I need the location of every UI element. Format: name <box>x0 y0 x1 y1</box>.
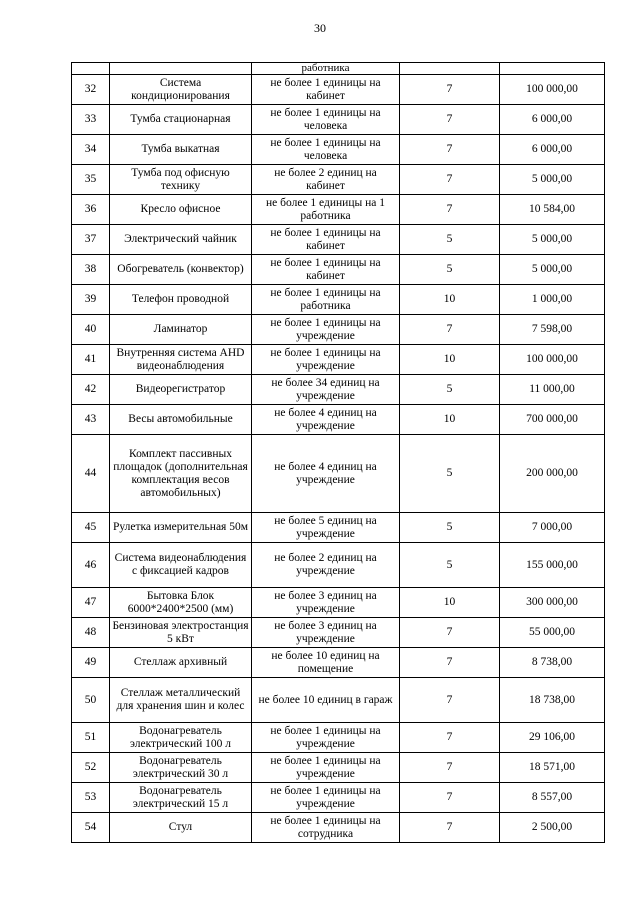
cell-norm: не более 1 единицы на кабинет <box>252 255 400 285</box>
cell-term: 7 <box>400 105 500 135</box>
cell-norm: не более 1 единицы на учреждение <box>252 315 400 345</box>
cell-price: 2 500,00 <box>500 813 605 843</box>
cell-term <box>400 63 500 75</box>
cell-number: 39 <box>72 285 110 315</box>
cell-term: 7 <box>400 813 500 843</box>
table-row <box>72 543 605 588</box>
cell-number: 43 <box>72 405 110 435</box>
cell-norm: не более 1 единицы на человека <box>252 135 400 165</box>
cell-norm: не более 1 единицы на кабинет <box>252 75 400 105</box>
cell-price: 11 000,00 <box>500 375 605 405</box>
cell-price: 7 598,00 <box>500 315 605 345</box>
table-row <box>72 75 605 105</box>
table-row <box>72 753 605 783</box>
cell-name: Система кондиционирования <box>110 75 252 105</box>
table-row-continued <box>72 63 605 75</box>
table-row <box>72 225 605 255</box>
cell-name: Телефон проводной <box>110 285 252 315</box>
table-row <box>72 783 605 813</box>
cell-number: 42 <box>72 375 110 405</box>
cell-number: 34 <box>72 135 110 165</box>
cell-norm: не более 2 единиц на кабинет <box>252 165 400 195</box>
cell-number: 35 <box>72 165 110 195</box>
cell-number: 40 <box>72 315 110 345</box>
table-row <box>72 315 605 345</box>
cell-number: 45 <box>72 513 110 543</box>
cell-term: 5 <box>400 225 500 255</box>
cell-number: 44 <box>72 435 110 513</box>
cell-name: Бензиновая электростанция 5 кВт <box>110 618 252 648</box>
cell-norm: не более 10 единиц на помещение <box>252 648 400 678</box>
cell-price: 100 000,00 <box>500 75 605 105</box>
cell-norm: не более 1 единицы на 1 работника <box>252 195 400 225</box>
cell-price: 5 000,00 <box>500 255 605 285</box>
cell-name: Стеллаж металлический для хранения шин и колес <box>110 678 252 723</box>
cell-term: 5 <box>400 543 500 588</box>
table-row <box>72 165 605 195</box>
table-row <box>72 195 605 225</box>
table-row <box>72 618 605 648</box>
cell-price: 200 000,00 <box>500 435 605 513</box>
cell-price: 10 584,00 <box>500 195 605 225</box>
cell-norm: не более 1 единицы на работника <box>252 285 400 315</box>
cell-number: 38 <box>72 255 110 285</box>
cell-term: 7 <box>400 315 500 345</box>
cell-number <box>72 63 110 75</box>
table-row <box>72 648 605 678</box>
cell-norm: не более 1 единицы на учреждение <box>252 723 400 753</box>
cell-number: 54 <box>72 813 110 843</box>
cell-term: 7 <box>400 135 500 165</box>
cell-price: 6 000,00 <box>500 135 605 165</box>
cell-term: 10 <box>400 285 500 315</box>
cell-number: 46 <box>72 543 110 588</box>
table-row <box>72 723 605 753</box>
cell-price: 155 000,00 <box>500 543 605 588</box>
cell-price: 55 000,00 <box>500 618 605 648</box>
cell-term: 7 <box>400 678 500 723</box>
cell-name: Водонагреватель электрический 100 л <box>110 723 252 753</box>
table-row <box>72 345 605 375</box>
table-row <box>72 435 605 513</box>
cell-term: 7 <box>400 723 500 753</box>
cell-term: 7 <box>400 783 500 813</box>
cell-term: 5 <box>400 375 500 405</box>
cell-name: Весы автомобильные <box>110 405 252 435</box>
cell-number: 53 <box>72 783 110 813</box>
cell-norm: не более 3 единиц на учреждение <box>252 588 400 618</box>
cell-norm: не более 1 единицы на сотрудника <box>252 813 400 843</box>
table-row <box>72 135 605 165</box>
equipment-norms-table <box>71 62 605 843</box>
cell-number: 37 <box>72 225 110 255</box>
cell-name: Водонагреватель электрический 15 л <box>110 783 252 813</box>
cell-name: Тумба выкатная <box>110 135 252 165</box>
cell-name: Комплект пассивных площадок (дополнительная комплектация весов автомобильных) <box>110 435 252 513</box>
table-row <box>72 405 605 435</box>
cell-norm: не более 4 единиц на учреждение <box>252 435 400 513</box>
cell-term: 10 <box>400 345 500 375</box>
cell-norm: не более 1 единицы на кабинет <box>252 225 400 255</box>
cell-price: 18 738,00 <box>500 678 605 723</box>
cell-norm: не более 34 единиц на учреждение <box>252 375 400 405</box>
cell-price: 8 557,00 <box>500 783 605 813</box>
cell-norm: не более 1 единицы на учреждение <box>252 783 400 813</box>
cell-name: Стеллаж архивный <box>110 648 252 678</box>
cell-price: 5 000,00 <box>500 165 605 195</box>
cell-term: 7 <box>400 618 500 648</box>
cell-price: 18 571,00 <box>500 753 605 783</box>
cell-term: 5 <box>400 255 500 285</box>
table-row <box>72 285 605 315</box>
cell-number: 49 <box>72 648 110 678</box>
table-row <box>72 813 605 843</box>
cell-name: Стул <box>110 813 252 843</box>
cell-norm: не более 10 единиц в гараж <box>252 678 400 723</box>
cell-name: Обогреватель (конвектор) <box>110 255 252 285</box>
cell-name: Внутренняя система AHD видеонаблюдения <box>110 345 252 375</box>
cell-price: 8 738,00 <box>500 648 605 678</box>
cell-number: 50 <box>72 678 110 723</box>
cell-name: Видеорегистратор <box>110 375 252 405</box>
cell-term: 5 <box>400 513 500 543</box>
cell-term: 5 <box>400 435 500 513</box>
table-row <box>72 255 605 285</box>
cell-term: 10 <box>400 405 500 435</box>
cell-price: 100 000,00 <box>500 345 605 375</box>
table-row <box>72 375 605 405</box>
cell-name: Электрический чайник <box>110 225 252 255</box>
cell-norm: не более 1 единицы на учреждение <box>252 345 400 375</box>
cell-price: 300 000,00 <box>500 588 605 618</box>
cell-name: Бытовка Блок 6000*2400*2500 (мм) <box>110 588 252 618</box>
cell-price <box>500 63 605 75</box>
cell-price: 29 106,00 <box>500 723 605 753</box>
cell-term: 7 <box>400 75 500 105</box>
cell-term: 7 <box>400 195 500 225</box>
cell-number: 48 <box>72 618 110 648</box>
cell-name: Водонагреватель электрический 30 л <box>110 753 252 783</box>
cell-term: 10 <box>400 588 500 618</box>
cell-price: 6 000,00 <box>500 105 605 135</box>
cell-number: 41 <box>72 345 110 375</box>
table-row <box>72 513 605 543</box>
table-row <box>72 588 605 618</box>
cell-term: 7 <box>400 753 500 783</box>
cell-norm: не более 5 единиц на учреждение <box>252 513 400 543</box>
cell-norm: не более 2 единиц на учреждение <box>252 543 400 588</box>
cell-term: 7 <box>400 165 500 195</box>
cell-norm: работника <box>252 63 400 75</box>
cell-price: 700 000,00 <box>500 405 605 435</box>
cell-norm: не более 1 единицы на учреждение <box>252 753 400 783</box>
table-row <box>72 678 605 723</box>
cell-norm: не более 3 единиц на учреждение <box>252 618 400 648</box>
cell-price: 5 000,00 <box>500 225 605 255</box>
cell-name: Ламинатор <box>110 315 252 345</box>
cell-name: Система видеонаблюдения с фиксацией кадров <box>110 543 252 588</box>
cell-norm: не более 1 единицы на человека <box>252 105 400 135</box>
cell-number: 47 <box>72 588 110 618</box>
cell-number: 36 <box>72 195 110 225</box>
cell-name: Тумба под офисную технику <box>110 165 252 195</box>
cell-number: 32 <box>72 75 110 105</box>
cell-term: 7 <box>400 648 500 678</box>
cell-price: 1 000,00 <box>500 285 605 315</box>
cell-number: 51 <box>72 723 110 753</box>
cell-name: Рулетка измерительная 50м <box>110 513 252 543</box>
cell-name: Тумба стационарная <box>110 105 252 135</box>
cell-norm: не более 4 единиц на учреждение <box>252 405 400 435</box>
cell-number: 33 <box>72 105 110 135</box>
table-row <box>72 105 605 135</box>
cell-name: Кресло офисное <box>110 195 252 225</box>
cell-number: 52 <box>72 753 110 783</box>
cell-name <box>110 63 252 75</box>
cell-price: 7 000,00 <box>500 513 605 543</box>
page-number: 30 <box>314 21 326 35</box>
